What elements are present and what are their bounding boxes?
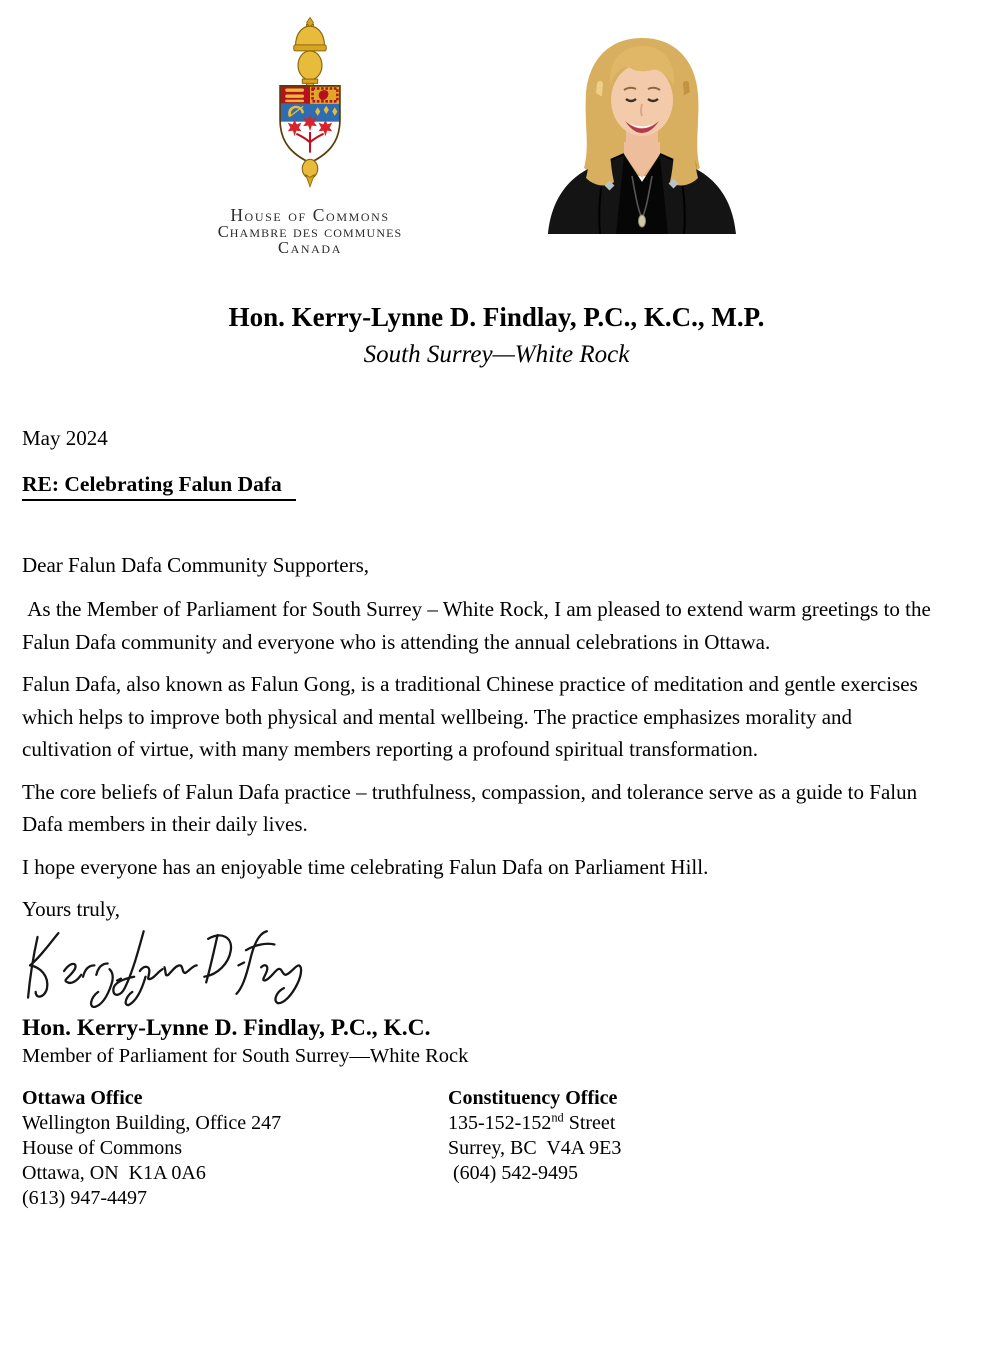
street-number: 135-152-152 — [448, 1111, 552, 1134]
letter-body — [22, 422, 937, 1211]
title-block — [0, 301, 993, 370]
office-address-line: Wellington Building, Office 247 — [22, 1111, 282, 1134]
handwritten-signature — [22, 918, 307, 1008]
signer-name: Hon. Kerry-Lynne D. Findlay, P.C., K.C. — [22, 1014, 431, 1041]
mp-riding-subheading: South Surrey—White Rock — [363, 341, 630, 368]
office-heading: Ottawa Office — [22, 1086, 143, 1109]
letter-date: May 2024 — [22, 426, 108, 450]
subject-row — [22, 468, 937, 501]
body-paragraph: As the Member of Parliament for South Surrey – White Rock, I am pleased to extend warm greetings to the Falun Dafa community and everyone who is attending the annual celebrations in Ottawa. — [22, 597, 937, 654]
office-address-line: Ottawa, ON K1A 0A6 — [22, 1161, 206, 1184]
letter-subject: RE: Celebrating Falun Dafa — [22, 470, 296, 501]
org-name-en: House of Commons — [230, 205, 390, 225]
coat-of-arms-icon — [263, 4, 357, 202]
office-phone: (604) 542-9495 — [448, 1161, 578, 1184]
office-address-line — [448, 1111, 937, 1136]
mp-name-heading: Hon. Kerry-Lynne D. Findlay, P.C., K.C., M.P. — [228, 302, 765, 332]
street-ordinal: nd — [551, 1109, 564, 1124]
portrait-image — [540, 24, 744, 234]
office-heading: Constituency Office — [448, 1086, 618, 1109]
constituency-office-block — [448, 1086, 937, 1211]
body-paragraph: The core beliefs of Falun Dafa practice – truthfulness, compassion, and tolerance serve as a guide to Falun Dafa members in their daily lives. — [22, 779, 923, 836]
street-name: Street — [563, 1111, 616, 1134]
body-paragraph: Falun Dafa, also known as Falun Gong, is a traditional Chinese practice of meditation and gentle exercises which helps to improve both physical and mental wellbeing. The practice emphasizes morality and cultivation of virtue, with many members reporting a profound spiritual transformation. — [22, 672, 924, 761]
closing: Yours truly, — [22, 897, 121, 921]
org-country: Canada — [278, 238, 342, 257]
office-phone: (613) 947-4497 — [22, 1186, 147, 1209]
signer-title: Member of Parliament for South Surrey—White Rock — [22, 1044, 469, 1067]
mp-portrait-photo — [540, 24, 744, 239]
office-address-line: Surrey, BC V4A 9E3 — [448, 1136, 622, 1159]
ottawa-office-block — [22, 1086, 448, 1211]
body-paragraph: I hope everyone has an enjoyable time celebrating Falun Dafa on Parliament Hill. — [22, 854, 709, 879]
salutation: Dear Falun Dafa Community Supporters, — [22, 552, 370, 577]
org-name-fr: Chambre des communes — [217, 221, 403, 241]
letterhead-crest — [188, 4, 432, 257]
office-address-line: House of Commons — [22, 1136, 182, 1159]
footer-offices — [22, 1086, 937, 1211]
